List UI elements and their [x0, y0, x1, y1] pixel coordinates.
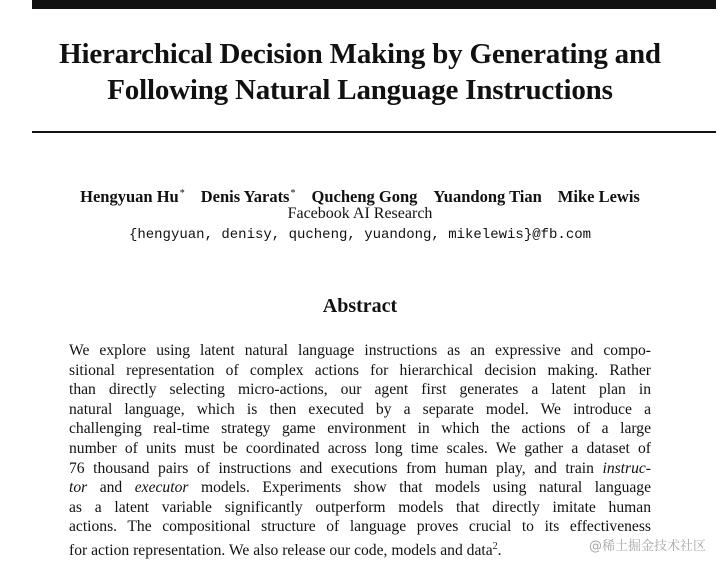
abstract-line: We explore using latent natural language instructions as an expressive and compo- [69, 342, 651, 359]
author-emails: {hengyuan, denisy, qucheng, yuandong, mikelewis}@fb.com [128, 227, 592, 243]
italic-term: tor [69, 479, 88, 497]
abstract-line: sitional representation of complex actions for hierarchical decision making. Rather [69, 361, 651, 379]
abstract-line: as a latent variable significantly outperform models that directly imitate human [69, 498, 651, 516]
abstract-line: for action representation. We also release our code, models and data$^2$. [69, 540, 502, 559]
author: Qucheng Gong [311, 187, 418, 206]
footnote-marker: 2 [492, 540, 498, 552]
author: Hengyuan Hu* [80, 187, 185, 206]
title-line-1: Hierarchical Decision Making by Generating and [59, 38, 661, 70]
abstract-line: challenging real-time strategy game environment in which the actions of a large [69, 420, 651, 438]
abstract-text [69, 341, 651, 557]
abstract-line: 76 thousand pairs of instructions and executions from human play, and train instruc- [69, 459, 651, 477]
title-rule [32, 131, 716, 133]
paper-title [0, 36, 720, 108]
author: Denis Yarats* [200, 187, 296, 206]
watermark: @稀土掘金技术社区 [588, 539, 706, 554]
affiliation: Facebook AI Research [287, 205, 433, 222]
abstract-heading: Abstract [322, 295, 398, 317]
abstract-line: tor and executor models. Experiments show that models using natural language [69, 479, 652, 497]
equal-contribution-mark: * [290, 188, 296, 199]
abstract-line: natural language, which is then executed by a separate model. We introduce a [69, 400, 651, 418]
italic-term: instruc- [602, 459, 651, 477]
abstract-line: than directly selecting micro-actions, our agent first generates a latent plan in [69, 381, 651, 399]
author: Mike Lewis [557, 187, 640, 206]
top-rule [32, 0, 716, 9]
abstract-line: number of units must be coordinated across long time scales. We gather a dataset of [69, 439, 651, 457]
author: Yuandong Tian [433, 187, 542, 206]
title-line-2: Following Natural Language Instructions [107, 74, 613, 106]
abstract-line: actions. The compositional structure of language proves crucial to its effectiveness [69, 518, 651, 536]
equal-contribution-mark: * [179, 188, 185, 199]
italic-term: executor [134, 479, 189, 497]
